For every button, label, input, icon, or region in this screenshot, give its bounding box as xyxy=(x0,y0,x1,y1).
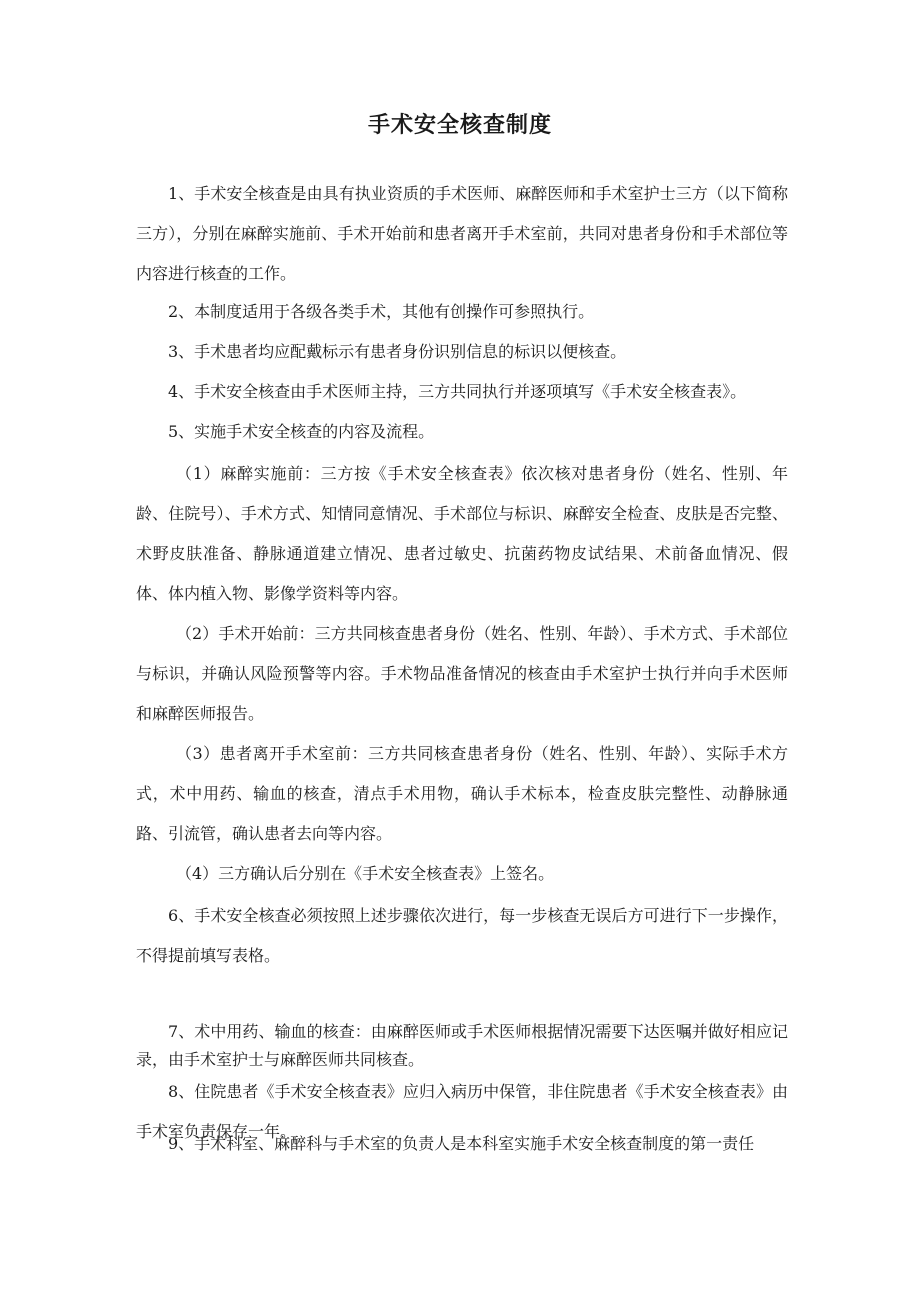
paragraph-5-3: （3）患者离开手术室前：三方共同核查患者身份（姓名、性别、年龄）、实际手术方式，术中用药、输血的核查，清点手术用物，确认手术标本，检查皮肤完整性、动静脉通路、引流管，确认患者去向等内容。 xyxy=(136,744,788,843)
paragraph-6: 6、手术安全核查必须按照上述步骤依次进行，每一步核查无误后方可进行下一步操作，不得提前填写表格。 xyxy=(136,906,788,965)
paragraph-1: 1、手术安全核查是由具有执业资质的手术医师、麻醉医师和手术室护士三方（以下简称三方），分别在麻醉实施前、手术开始前和患者离开手术室前，共同对患者身份和手术部位等内容进行核查的工作。 xyxy=(136,184,788,283)
paragraph-5-1: （1）麻醉实施前：三方按《手术安全核查表》依次核对患者身份（姓名、性别、年龄、住院号）、手术方式、知情同意情况、手术部位与标识、麻醉安全检查、皮肤是否完整、术野皮肤准备、静脉通道建立情况、患者过敏史、抗菌药物皮试结果、术前备血情况、假体、体内植入物、影像学资料等内容。 xyxy=(136,464,788,603)
paragraph-9: 9、手术科室、麻醉科与手术室的负责人是本科室实施手术安全核查制度的第一责任 xyxy=(168,1134,755,1153)
paragraph-5: 5、实施手术安全核查的内容及流程。 xyxy=(168,422,435,441)
paragraph-5-4: （4）三方确认后分别在《手术安全核查表》上签名。 xyxy=(176,864,555,883)
paragraph-3: 3、手术患者均应配戴标示有患者身份识别信息的标识以便核查。 xyxy=(168,342,627,361)
paragraph-2: 2、本制度适用于各级各类手术，其他有创操作可参照执行。 xyxy=(168,302,595,321)
paragraph-7: 7、术中用药、输血的核查：由麻醉医师或手术医师根据情况需要下达医嘱并做好相应记录，由手术室护士与麻醉医师共同核查。 xyxy=(136,1022,788,1069)
paragraph-8: 8、住院患者《手术安全核查表》应归入病历中保管，非住院患者《手术安全核查表》由手术室负责保存一年。 xyxy=(136,1082,788,1141)
document-title: 手术安全核查制度 xyxy=(367,113,552,138)
paragraph-5-2: （2）手术开始前：三方共同核查患者身份（姓名、性别、年龄）、手术方式、手术部位与标识，并确认风险预警等内容。手术物品准备情况的核查由手术室护士执行并向手术医师和麻醉医师报告。 xyxy=(136,624,788,723)
paragraph-4: 4、手术安全核查由手术医师主持，三方共同执行并逐项填写《手术安全核查表》。 xyxy=(168,382,747,401)
